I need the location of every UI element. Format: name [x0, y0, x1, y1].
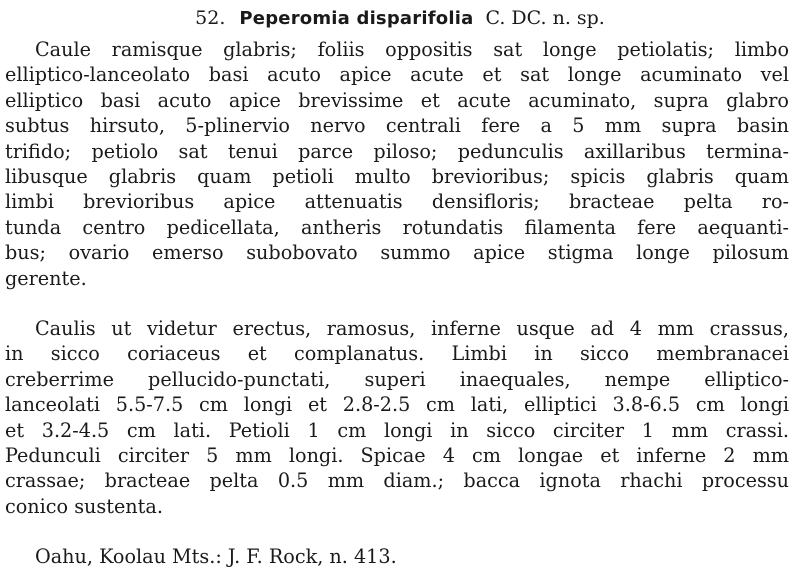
detail-line: Pedunculi circiter 5 mm longi. Spicae 4 cm longae et inferne 2 mm	[5, 443, 789, 467]
detail-line: lanceolati 5.5-7.5 cm longi et 2.8-2.5 cm lati, elliptici 3.8-6.5 cm longi	[5, 393, 789, 417]
species-name: Peperomia disparifolia	[239, 8, 474, 29]
description-line: Caule ramisque glabris; foliis oppositis sat longe petiolatis; limbo	[35, 38, 789, 61]
detail-line: Caulis ut videtur erectus, ramosus, inferne usque ad 4 mm crassus,	[35, 317, 789, 340]
species-number: 52.	[195, 7, 226, 29]
latin-description	[5, 37, 789, 291]
detail-paragraph	[5, 316, 789, 519]
description-line: trifido; petiolo sat tenui parce piloso; pedunculis axillaribus termina-	[5, 139, 789, 163]
locality-paragraph	[5, 544, 789, 569]
species-author: C. DC. n. sp.	[485, 7, 605, 29]
description-line: elliptico-lanceolato basi acuto apice acute et sat longe acuminato vel	[5, 63, 789, 87]
description-line: gerente.	[5, 266, 87, 290]
description-line: subtus hirsuto, 5-plinervio nervo centrali fere a 5 mm supra basin	[5, 114, 789, 138]
description-line: elliptico basi acuto apice brevissime et acute acuminato, supra glabro	[5, 88, 789, 112]
description-line: bus; ovario emerso subobovato summo apice stigma longe pilosum	[5, 241, 789, 265]
description-line: tunda centro pedicellata, antheris rotundatis filamenta fere aequanti-	[5, 215, 789, 239]
detail-line: conico sustenta.	[5, 494, 163, 518]
locality-line: Oahu, Koolau Mts.: J. F. Rock, n. 413.	[35, 545, 397, 568]
detail-line: et 3.2-4.5 cm lati. Petioli 1 cm longi in sicco circiter 1 mm crassi.	[5, 418, 789, 442]
detail-line: creberrime pellucido-punctati, superi inaequales, nempe elliptico-	[5, 367, 789, 391]
species-heading	[0, 6, 800, 31]
detail-line: crassae; bracteae pelta 0.5 mm diam.; bacca ignota rhachi processu	[5, 469, 789, 493]
detail-line: in sicco coriaceus et complanatus. Limbi in sicco membranacei	[5, 342, 789, 366]
description-line: libusque glabris quam petioli multo brevioribus; spicis glabris quam	[5, 164, 789, 188]
description-line: limbi brevioribus apice attenuatis densifloris; bracteae pelta ro-	[5, 190, 789, 214]
